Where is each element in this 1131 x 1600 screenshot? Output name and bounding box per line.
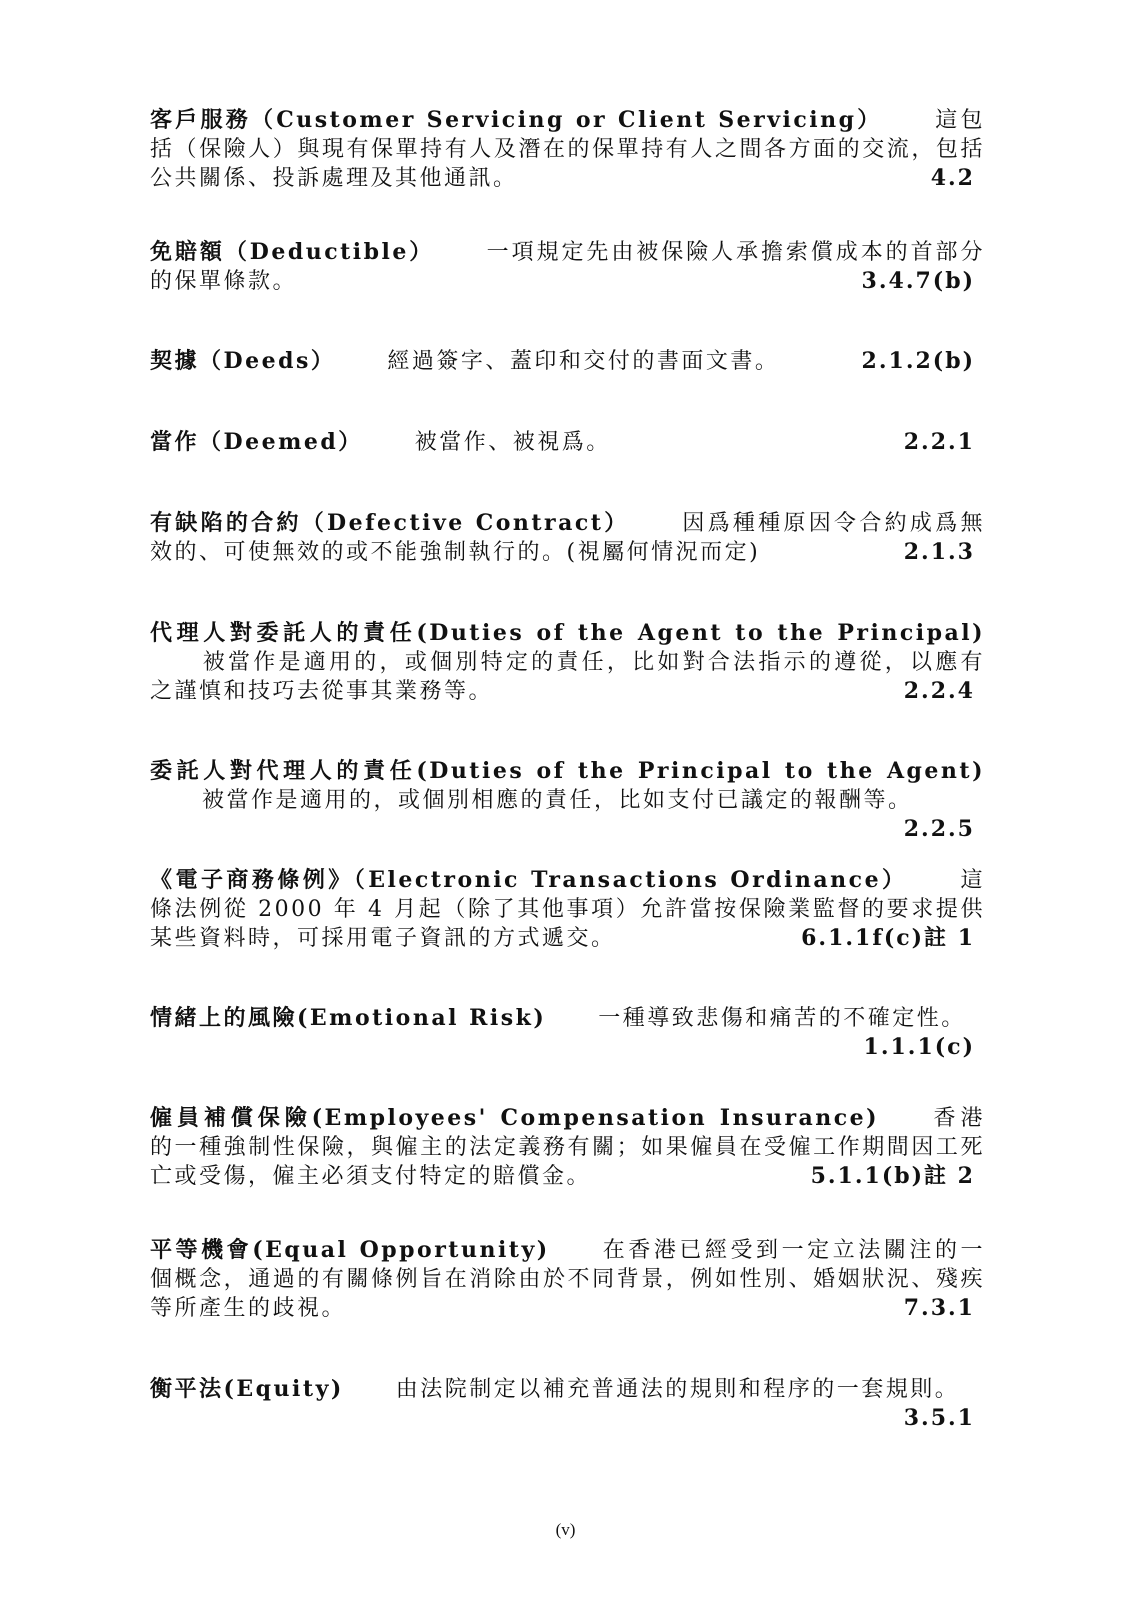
glossary-entry-deductible — [150, 238, 985, 296]
glossary-entry-electronic-transactions — [150, 866, 985, 953]
glossary-entry-duties-agent — [150, 619, 985, 706]
entry-term: 情緒上的風險(Emotional Risk) — [150, 1005, 547, 1031]
entry-reference: 7.3.1 — [903, 1295, 975, 1321]
entry-definition: 一項規定先由被保險人承擔索償成本的首部分的保單條款。 — [150, 240, 985, 294]
entry-definition: 被當作是適用的，或個別相應的責任，比如支付已議定的報酬等。 — [202, 788, 913, 813]
glossary-entry-deeds — [150, 347, 985, 376]
entry-term: 免賠額（Deductible） — [150, 239, 435, 265]
entry-reference: 2.2.5 — [903, 816, 975, 842]
entry-reference: 6.1.1f(c)註 1 — [801, 925, 975, 951]
entry-definition: 一種導致悲傷和痛苦的不確定性。 — [598, 1006, 966, 1031]
entry-term: 僱員補償保險(Employees' Compensation Insurance) — [150, 1105, 880, 1131]
entry-reference: 2.1.2(b) — [861, 348, 975, 374]
entry-definition: 香港的一種強制性保險，與僱主的法定義務有關；如果僱員在受僱工作期間因工死亡或受傷，僱主必須支付特定的賠償金。 — [150, 1106, 985, 1189]
entry-term: 有缺陷的合約（Defective Contract） — [150, 510, 630, 536]
entry-definition: 因爲種種原因令合約成爲無效的、可使無效的或不能強制執行的。(視屬何情況而定) — [150, 511, 985, 565]
entry-term: 衡平法(Equity) — [150, 1376, 344, 1402]
entry-term: 委託人對代理人的責任(Duties of the Principal to the Agent) — [150, 758, 985, 784]
glossary-entry-emotional-risk — [150, 1004, 985, 1062]
entry-definition: 由法院制定以補充普通法的規則和程序的一套規則。 — [395, 1377, 960, 1402]
glossary-entry-duties-principal — [150, 757, 985, 844]
entry-reference: 1.1.1(c) — [863, 1034, 975, 1060]
entry-definition: 經過簽字、蓋印和交付的書面文書。 — [387, 349, 780, 374]
entry-definition: 這條法例從 2000 年 4 月起（除了其他事項）允許當按保險業監督的要求提供某些資料時，可採用電子資訊的方式遞交。 — [150, 868, 985, 951]
entry-reference: 2.1.3 — [903, 539, 975, 565]
glossary-entry-employees-compensation — [150, 1104, 985, 1191]
entry-definition: 被當作、被視爲。 — [414, 430, 611, 455]
entry-definition: 在香港已經受到一定立法關注的一個概念，通過的有關條例旨在消除由於不同背景，例如性別、婚姻狀況、殘疾等所產生的歧視。 — [150, 1238, 985, 1321]
entry-definition: 這包括（保險人）與現有保單持有人及潛在的保單持有人之間各方面的交流，包括公共關係、投訴處理及其他通訊。 — [150, 108, 985, 191]
entry-term: 代理人對委託人的責任(Duties of the Agent to the Principal) — [150, 620, 985, 646]
page-number: (v) — [555, 1520, 576, 1539]
entry-reference: 4.2 — [930, 165, 975, 191]
entry-term: 《電子商務條例》（Electronic Transactions Ordinance） — [150, 867, 908, 893]
glossary-entry-customer-servicing — [150, 106, 985, 193]
glossary-entry-deemed — [150, 428, 985, 457]
entry-reference: 2.2.4 — [903, 678, 975, 704]
entry-term: 平等機會(Equal Opportunity) — [150, 1237, 550, 1263]
entry-reference: 3.4.7(b) — [861, 268, 975, 294]
entry-reference: 2.2.1 — [903, 429, 975, 455]
glossary-entry-defective-contract — [150, 509, 985, 567]
entry-reference: 5.1.1(b)註 2 — [810, 1163, 975, 1189]
entry-definition: 被當作是適用的，或個別特定的責任，比如對合法指示的遵從，以應有之謹慎和技巧去從事其業務等。 — [150, 650, 985, 704]
entry-term: 客戶服務（Customer Servicing or Client Servicing） — [150, 107, 883, 133]
entry-reference: 3.5.1 — [903, 1405, 975, 1431]
glossary-entry-equal-opportunity — [150, 1236, 985, 1323]
entry-term: 契據（Deeds） — [150, 348, 336, 374]
entry-term: 當作（Deemed） — [150, 429, 363, 455]
glossary-entry-equity — [150, 1375, 985, 1433]
